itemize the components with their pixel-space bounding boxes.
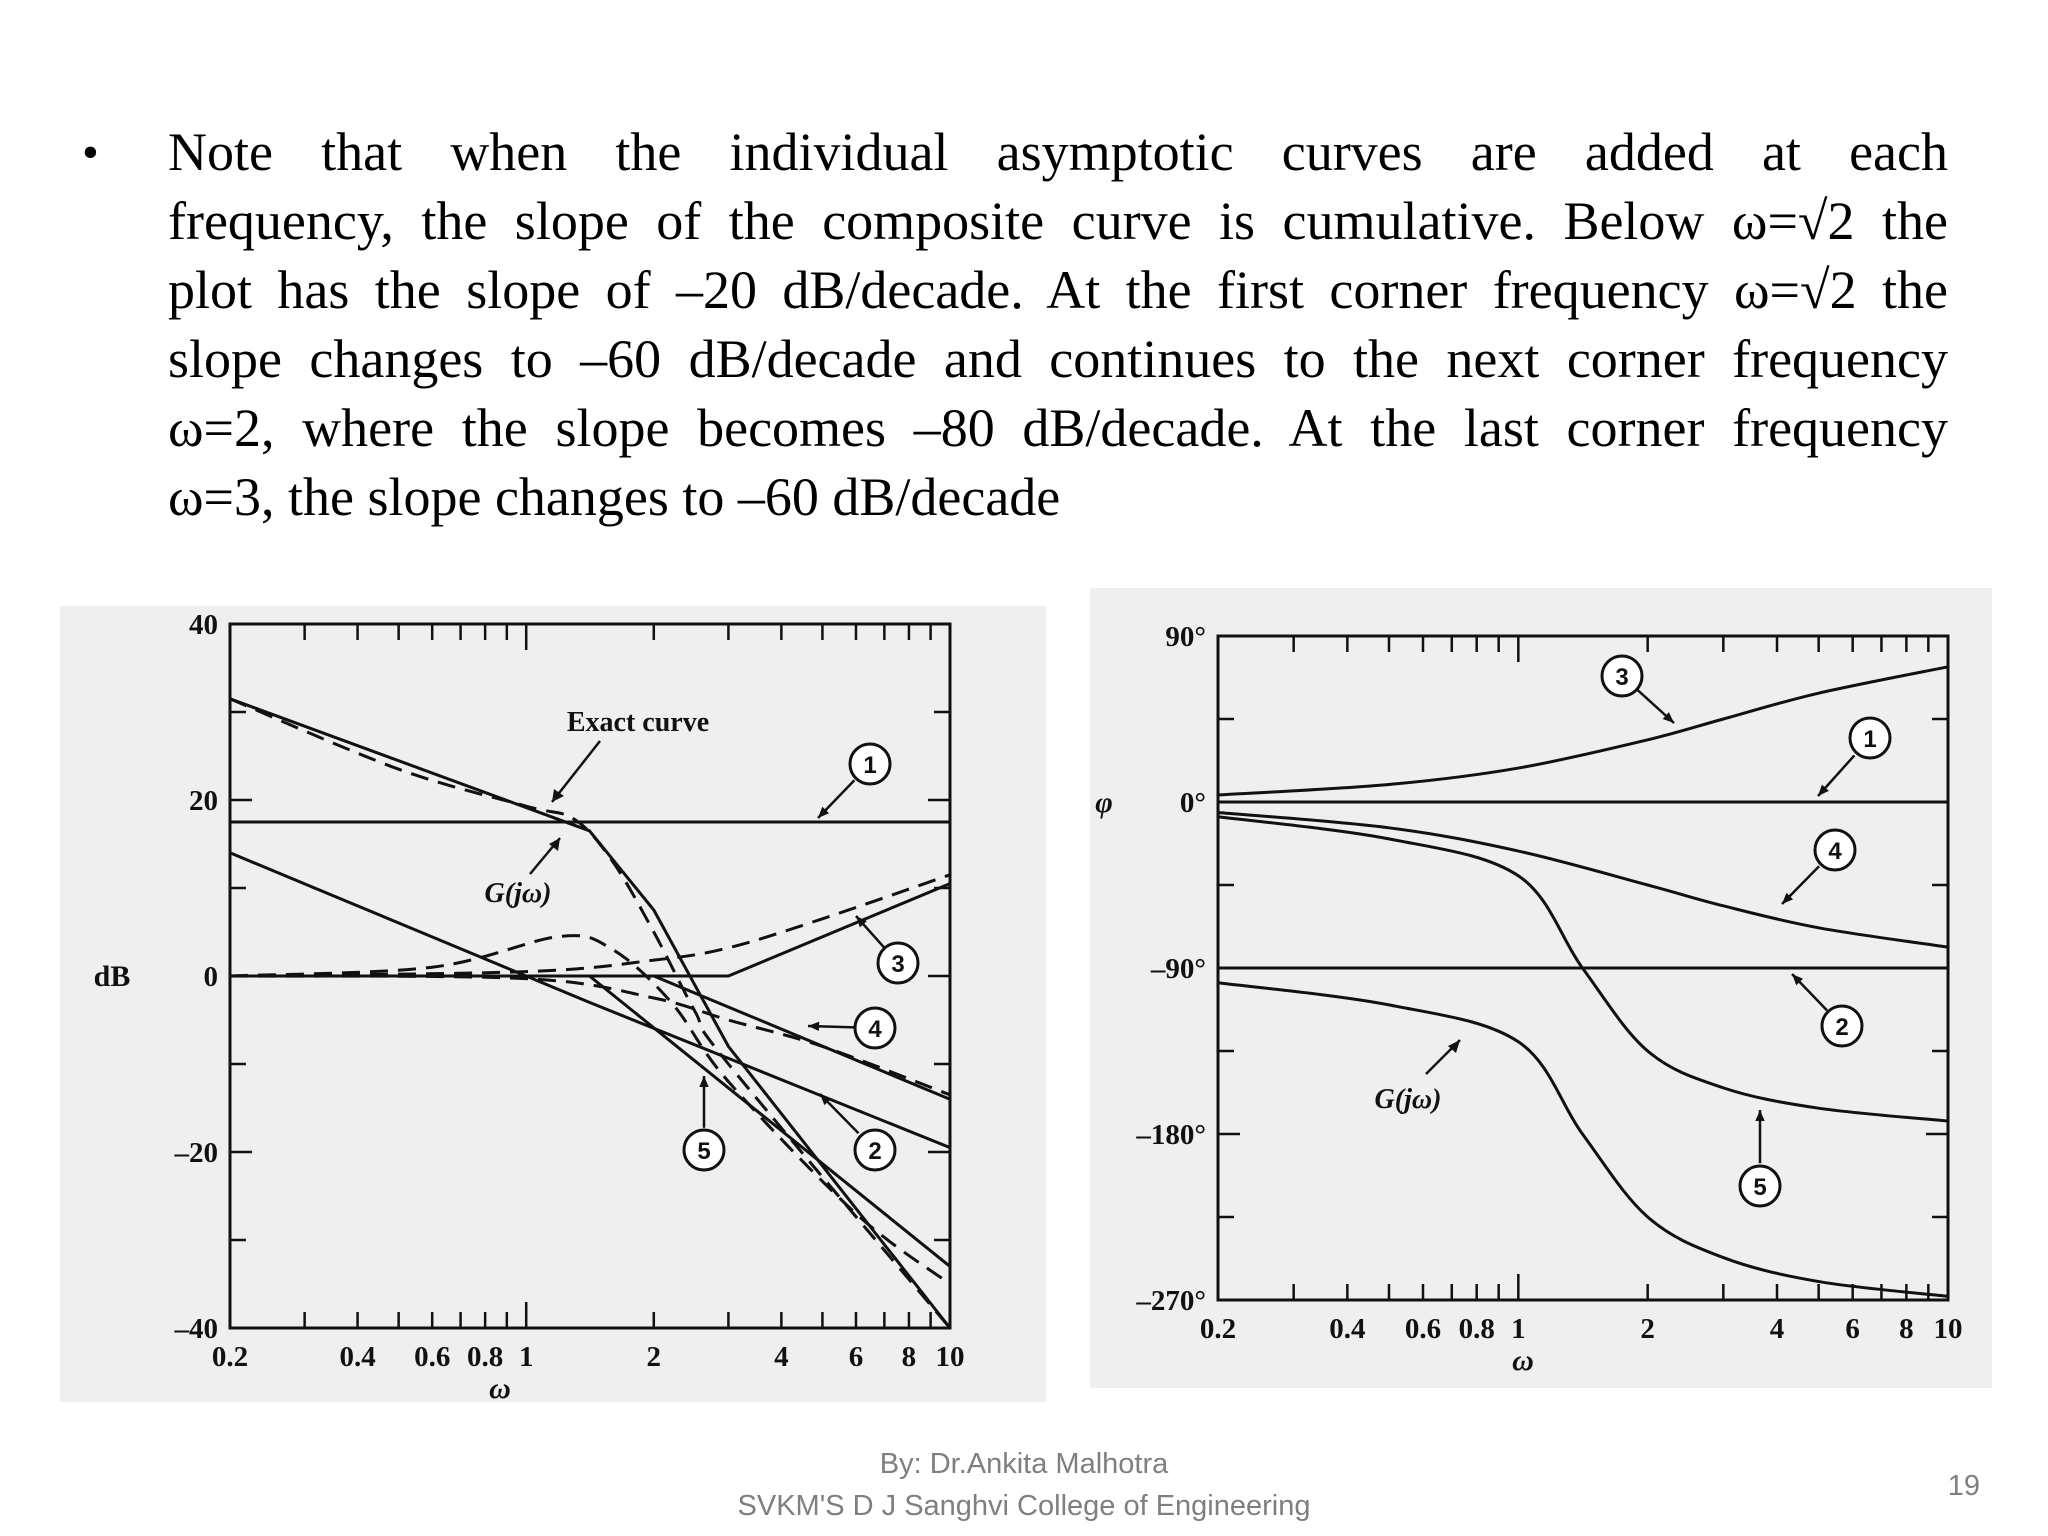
curve-label-number: 4 — [868, 1016, 882, 1043]
paragraph-line: frequency, the slope of the composite curve is cumulative. Below ω=√2 the — [168, 191, 1948, 251]
x-tick-label: 0.8 — [467, 1341, 504, 1373]
label-arrowhead — [808, 1022, 819, 1031]
x-tick-label: 10 — [1933, 1313, 1963, 1345]
gjw-annotation: G(jω) — [484, 878, 552, 909]
y-tick-label: –270° — [1136, 1285, 1206, 1317]
x-tick-label: 0.2 — [1199, 1313, 1237, 1345]
curve-label-number: 4 — [1828, 838, 1842, 865]
paragraph-line: Note that when the individual asymptotic curves are added at each — [168, 122, 1948, 182]
magnitude-chart-panel — [60, 606, 1046, 1402]
bullet-marker: • — [82, 126, 99, 179]
x-tick-label: 6 — [1845, 1313, 1860, 1345]
paragraph-line: slope changes to –60 dB/decade and continues to the next corner frequency — [168, 329, 1948, 389]
x-tick-label: 1 — [518, 1341, 534, 1373]
series-5 — [230, 976, 950, 1266]
curve-label-number: 5 — [697, 1138, 711, 1165]
x-tick-label: 0.6 — [414, 1341, 451, 1373]
paragraph-line: ω=3, the slope changes to –60 dB/decade — [168, 467, 1061, 527]
y-tick-label: 20 — [189, 785, 218, 817]
y-tick-label: 90° — [1165, 621, 1206, 653]
x-tick-label: 2 — [1640, 1313, 1655, 1345]
y-tick-label: 0 — [203, 961, 218, 993]
page-number: 19 — [1947, 1470, 1980, 1502]
series-3 — [1218, 667, 1948, 795]
y-tick-label: –90° — [1150, 953, 1206, 985]
phase-plot — [1090, 588, 1992, 1388]
exact-curve-annotation: Exact curve — [566, 707, 710, 738]
magnitude-plot — [60, 606, 1046, 1402]
x-tick-label: 0.6 — [1404, 1313, 1442, 1345]
curve-label-number: 1 — [863, 752, 877, 779]
curve-label-number: 2 — [1835, 1014, 1849, 1041]
label-arrowhead — [699, 1076, 708, 1087]
curve-label-number: 2 — [868, 1138, 882, 1165]
gjw-annotation: G(jω) — [1374, 1084, 1442, 1115]
x-axis-label: ω — [1512, 1344, 1534, 1377]
x-tick-label: 4 — [1769, 1313, 1785, 1345]
y-tick-label: –40 — [174, 1313, 218, 1345]
curve-label-number: 3 — [1615, 664, 1629, 691]
x-tick-label: 0.8 — [1458, 1313, 1495, 1345]
x-tick-label: 8 — [1899, 1313, 1914, 1345]
y-axis-label: dB — [93, 960, 131, 993]
series-4 — [230, 976, 950, 1099]
x-tick-label: 0.4 — [339, 1341, 376, 1373]
y-axis-label: φ — [1095, 786, 1113, 819]
x-tick-label: 6 — [848, 1341, 864, 1373]
paragraph-line: plot has the slope of –20 dB/decade. At the first corner frequency ω=√2 the — [168, 260, 1948, 320]
x-tick-label: 1 — [1511, 1313, 1526, 1345]
y-tick-label: 0° — [1179, 787, 1206, 819]
series-2 — [230, 853, 950, 1148]
y-tick-label: –20 — [174, 1137, 218, 1169]
footer-institution: SVKM'S D J Sanghvi College of Engineering — [737, 1490, 1311, 1522]
series-exact-component — [230, 875, 950, 976]
y-tick-label: –180° — [1136, 1119, 1206, 1151]
label-arrowhead — [1755, 1110, 1764, 1121]
y-tick-label: 40 — [189, 609, 218, 641]
x-tick-label: 2 — [646, 1341, 662, 1373]
x-tick-label: 10 — [935, 1341, 965, 1373]
slide-paragraph — [168, 118, 1948, 532]
x-axis-label: ω — [489, 1372, 511, 1402]
x-tick-label: 4 — [774, 1341, 789, 1373]
curve-label-number: 1 — [1863, 726, 1877, 753]
paragraph-line: ω=2, where the slope becomes –80 dB/decade. At the last corner frequency — [168, 398, 1948, 458]
curve-label-number: 3 — [891, 951, 905, 978]
curve-label-number: 5 — [1753, 1174, 1767, 1201]
x-tick-label: 0.4 — [1329, 1313, 1366, 1345]
footer-author: By: Dr.Ankita Malhotra — [879, 1448, 1169, 1480]
series-exact-component — [230, 976, 950, 1095]
x-tick-label: 0.2 — [211, 1341, 249, 1373]
series-exact-component — [230, 936, 950, 1284]
x-tick-label: 8 — [901, 1341, 917, 1373]
phase-chart-panel — [1090, 588, 1992, 1388]
